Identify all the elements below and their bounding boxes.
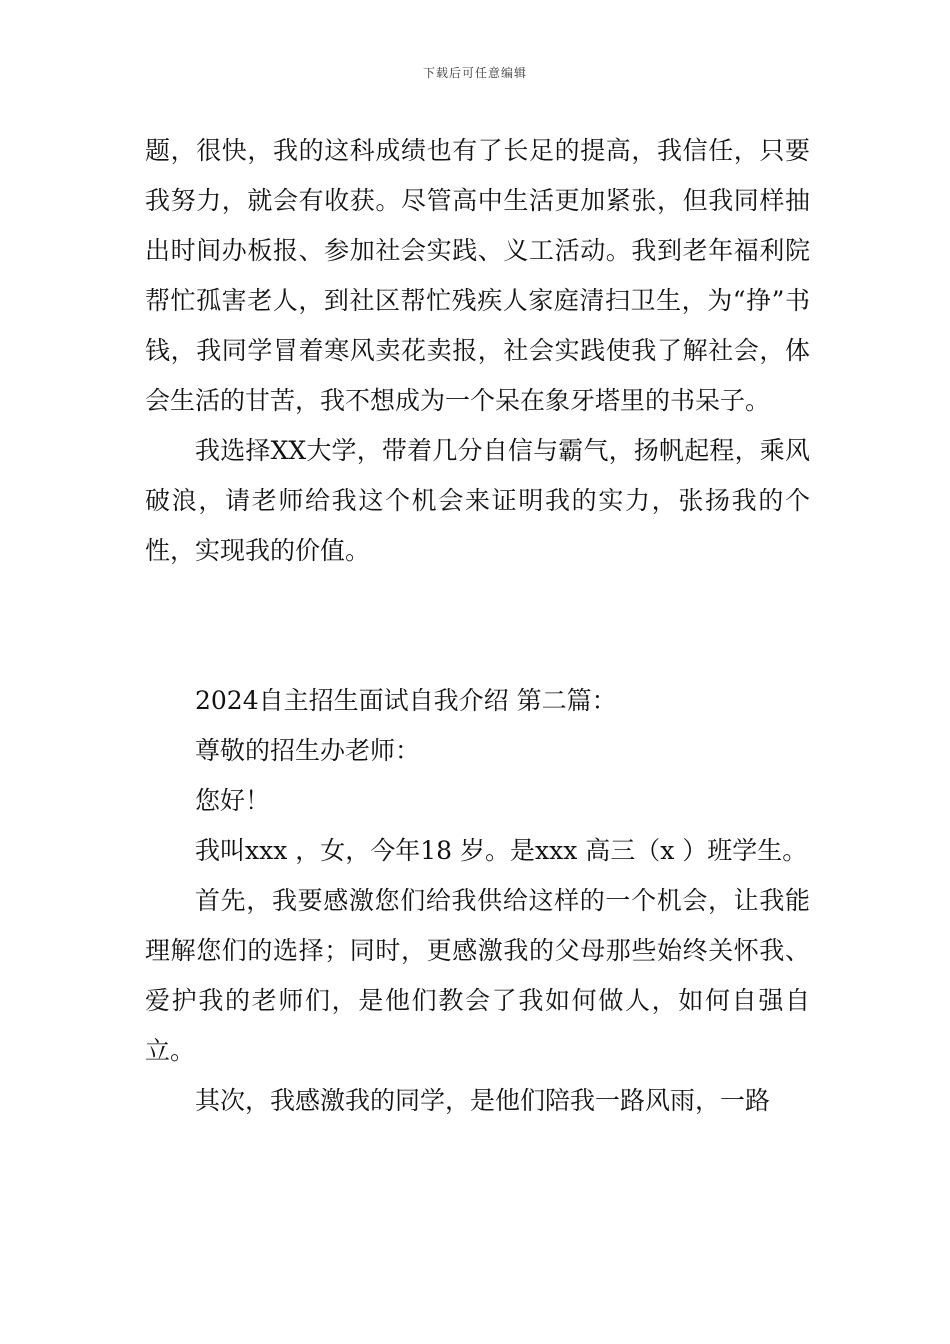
paragraph-5: 其次，我感激我的同学，是他们陪我一路风雨，一路	[195, 1086, 771, 1115]
paragraph-1: 题，很快，我的这科成绩也有了长足的提高，我信任，只要我努力，就会有收获。尽管高中生活更加紧张，但我同样抽出时间办板报、参加社会实践、义工活动。我到老年福利院帮忙孤害老人，到社区帮忙残疾人家庭清扫卫生，为“挣”书钱，我同学冒着寒风卖花卖报，社会实践使我了解社会，体会生活的甘苦，我不想成为一个呆在象牙塔里的书呆子。	[145, 136, 810, 415]
paragraph-2: 我选择XX大学，带着几分自信与霸气，扬帆起程，乘风破浪，请老师给我这个机会来证明我的实力，张扬我的个性，实现我的价值。	[145, 436, 810, 565]
paragraph-3: 我叫xxx ，女，今年18 岁。是xxx 高三（x ）班学生。	[195, 836, 808, 865]
section-gap	[145, 576, 810, 676]
page-header-note: 下载后可任意编辑	[422, 66, 527, 80]
document-body	[145, 126, 810, 1126]
section-title: 2024自主招生面试自我介绍 第二篇：	[195, 686, 617, 715]
salutation: 尊敬的招生办老师：	[195, 736, 421, 765]
paragraph-4: 首先，我要感激您们给我供给这样的一个机会，让我能理解您们的选择；同时，更感激我的父母那些始终关怀我、爱护我的老师们，是他们教会了我如何做人，如何自强自立。	[145, 886, 810, 1065]
greeting: 您好！	[195, 786, 271, 815]
